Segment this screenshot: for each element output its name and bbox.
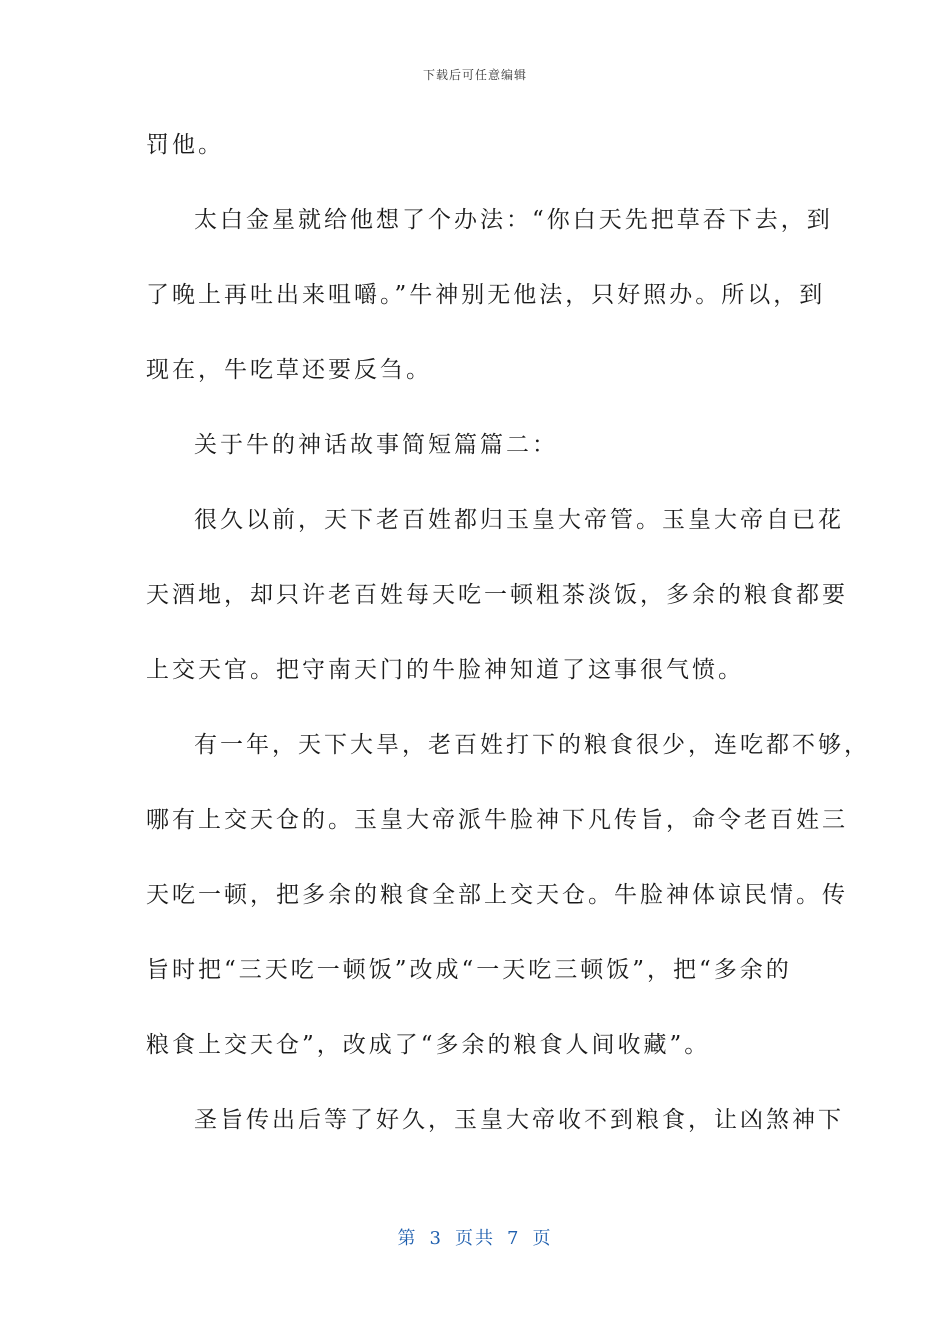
text-line: 罚他。 — [146, 132, 224, 158]
paragraph-start: 很久以前，天下老百姓都归玉皇大帝管。玉皇大帝自已花 — [194, 507, 844, 533]
text-line: 天吃一顿，把多余的粮食全部上交天仓。牛脸神体谅民情。传 — [146, 882, 848, 908]
section-heading: 关于牛的神话故事简短篇篇二： — [194, 432, 558, 458]
text-line: 旨时把“三天吃一顿饭”改成“一天吃三顿饭”，把“多余的 — [146, 957, 792, 983]
total-page-count: 7 — [507, 1228, 521, 1249]
current-page-number: 3 — [429, 1228, 443, 1249]
page-footer — [0, 1224, 950, 1250]
paragraph-start: 有一年，天下大旱，老百姓打下的粮食很少，连吃都不够， — [194, 732, 870, 758]
paragraph-start: 太白金星就给他想了个办法：“你白天先把草吞下去，到 — [194, 207, 833, 233]
text-line: 现在，牛吃草还要反刍。 — [146, 357, 432, 383]
paragraph-start: 圣旨传出后等了好久，玉皇大帝收不到粮食，让凶煞神下 — [194, 1107, 844, 1133]
footer-prefix: 第 — [397, 1228, 418, 1249]
footer-suffix: 页 — [532, 1228, 553, 1249]
text-line: 粮食上交天仓”，改成了“多余的粮食人间收藏”。 — [146, 1032, 711, 1058]
text-line: 了晚上再吐出来咀嚼。”牛神别无他法，只好照办。所以，到 — [146, 282, 826, 308]
text-line: 哪有上交天仓的。玉皇大帝派牛脸神下凡传旨，命令老百姓三 — [146, 807, 848, 833]
page-header: 下载后可任意编辑 — [422, 68, 527, 82]
document-body — [146, 120, 870, 1170]
text-line: 天酒地，却只许老百姓每天吃一顿粗茶淡饭，多余的粮食都要 — [146, 582, 848, 608]
footer-middle: 页共 — [455, 1228, 495, 1249]
text-line: 上交天官。把守南天门的牛脸神知道了这事很气愤。 — [146, 657, 744, 683]
